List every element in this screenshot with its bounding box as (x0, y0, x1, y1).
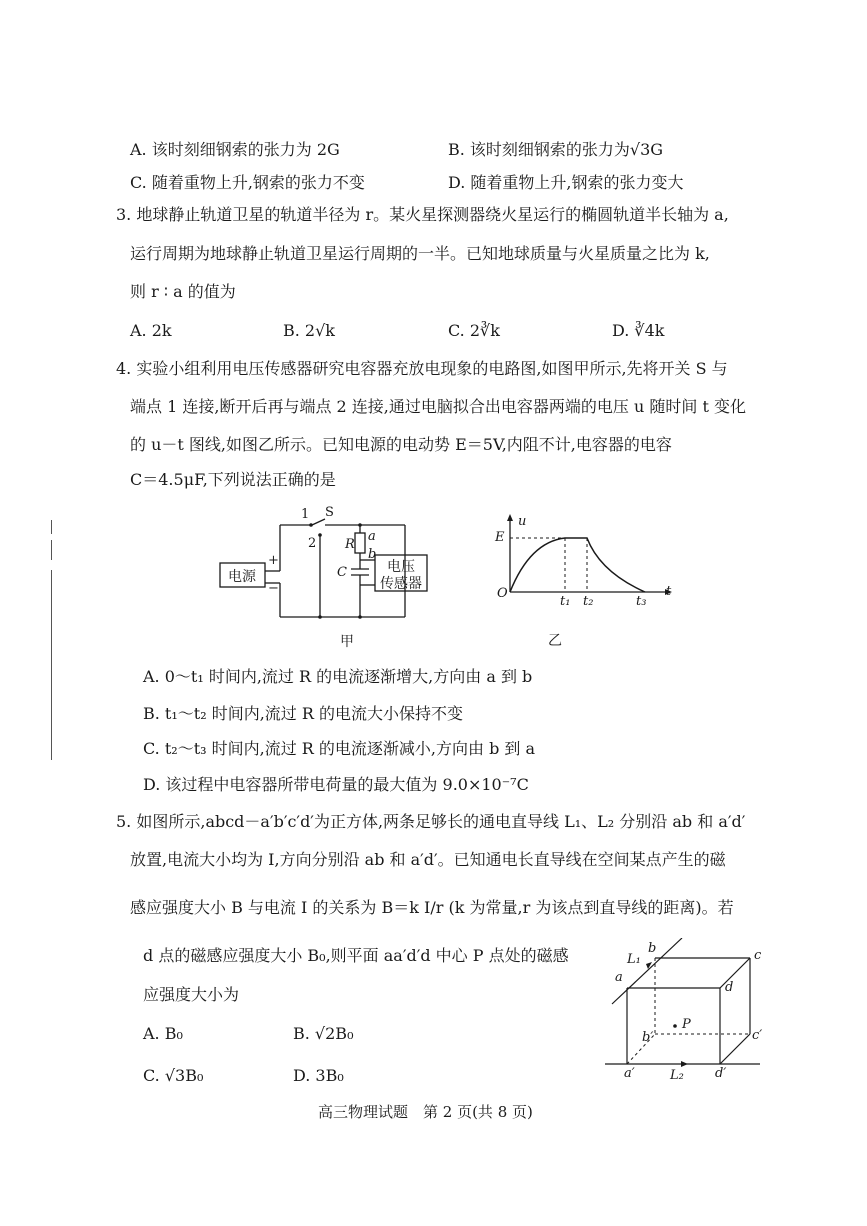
minus-sign: − (268, 581, 279, 596)
cube-vertex-a-prime: a′ (624, 1066, 635, 1081)
q4-option-d: D. 该过程中电容器所带电荷量的最大值为 9.0×10⁻⁷C (143, 775, 529, 794)
source-label: 电源 (228, 569, 256, 585)
q4-stem-line3: 的 u－t 图线,如图乙所示。已知电源的电动势 E＝5V,内阻不计,电容器的电容 (130, 435, 672, 454)
switch-label: S (325, 505, 334, 520)
cube-vertex-b: b (648, 941, 657, 956)
q3-option-c: C. 2∛k (448, 321, 500, 340)
sensor-label-1: 电压 (387, 559, 415, 575)
t3-label: t₃ (636, 594, 647, 609)
q2-option-a: A. 该时刻细钢索的张力为 2G (130, 140, 340, 159)
graph-caption: 乙 (548, 633, 562, 649)
q4-option-c: C. t₂～t₃ 时间内,流过 R 的电流逐渐减小,方向由 b 到 a (143, 739, 536, 758)
margin-dash (51, 540, 52, 560)
margin-dash (51, 570, 52, 760)
e-label: E (495, 530, 505, 545)
resistor-label: R (345, 537, 355, 552)
q4-option-a: A. 0～t₁ 时间内,流过 R 的电流逐渐增大,方向由 a 到 b (143, 667, 533, 686)
q5-option-c: C. √3B₀ (143, 1066, 204, 1085)
q3-option-a: A. 2k (130, 321, 172, 340)
q2-option-c: C. 随着重物上升,钢索的张力不变 (130, 173, 365, 192)
q2-option-d: D. 随着重物上升,钢索的张力变大 (448, 173, 684, 192)
cube-vertex-b-prime: b′ (642, 1030, 654, 1045)
q4-stem-line4: C＝4.5μF,下列说法正确的是 (130, 470, 336, 489)
q5-option-d: D. 3B₀ (293, 1066, 344, 1085)
wire-l2-label: L₂ (670, 1068, 684, 1083)
q5-stem-line1: 5. 如图所示,abcd－a′b′c′d′为正方体,两条足够长的通电直导线 L₁、L₂ 分别沿 ab 和 a′d′ (116, 812, 746, 831)
cube-vertex-d: d (725, 980, 734, 995)
t2-label: t₂ (583, 594, 594, 609)
q3-option-b: B. 2√k (283, 321, 335, 340)
node-b-label: b (368, 547, 377, 562)
page-footer: 高三物理试题 第 2 页(共 8 页) (318, 1103, 533, 1121)
q5-stem-line3: 感应强度大小 B 与电流 I 的关系为 B＝k I/r (k 为常量,r 为该点到直导线的距离)。若 (130, 898, 734, 917)
origin-label: O (497, 586, 508, 601)
q5-stem-line5: 应强度大小为 (143, 985, 240, 1004)
q3-stem-line1: 3. 地球静止轨道卫星的轨道半径为 r。某火星探测器绕火星运行的椭圆轨道半长轴为 a, (116, 205, 729, 224)
cube-vertex-c-prime: c′ (752, 1028, 763, 1043)
cube-vertex-d-prime: d′ (715, 1066, 727, 1081)
q5-stem-line4: d 点的磁感应强度大小 B₀,则平面 aa′d′d 中心 P 点处的磁感 (143, 946, 569, 965)
margin-dash (51, 520, 52, 534)
node-a-label: a (368, 529, 376, 544)
voltage-time-graph (490, 512, 680, 655)
cube-vertex-a: a (615, 970, 623, 985)
plus-sign: + (268, 553, 279, 568)
point-p-label: P (682, 1017, 691, 1032)
q4-option-b: B. t₁～t₂ 时间内,流过 R 的电流大小保持不变 (143, 704, 464, 723)
sensor-label-2: 传感器 (380, 576, 422, 592)
t1-label: t₁ (560, 594, 571, 609)
capacitor-label: C (337, 565, 347, 580)
q4-stem-line2: 端点 1 连接,断开后再与端点 2 连接,通过电脑拟合出电容器两端的电压 u 随时间 t 变化 (130, 397, 746, 416)
cube-vertex-c: c (754, 948, 762, 963)
cube-diagram (600, 938, 775, 1088)
q5-stem-line2: 放置,电流大小均为 I,方向分别沿 ab 和 a′d′。已知通电长直导线在空间某点产生的磁 (130, 850, 726, 869)
q5-option-a: A. B₀ (143, 1024, 183, 1043)
circuit-caption: 甲 (340, 634, 354, 650)
wire-l1-label: L₁ (627, 952, 641, 967)
u-axis-label: u (518, 514, 527, 529)
q4-stem-line1: 4. 实验小组利用电压传感器研究电容器充放电现象的电路图,如图甲所示,先将开关 S 与 (116, 359, 728, 378)
terminal-1-label: 1 (301, 507, 310, 522)
circuit-diagram (215, 505, 440, 655)
terminal-2-label: 2 (308, 536, 317, 551)
t-axis-label: t (666, 584, 672, 599)
q5-option-b: B. √2B₀ (293, 1024, 354, 1043)
q3-stem-line3: 则 r ∶ a 的值为 (130, 282, 236, 301)
q2-option-b: B. 该时刻细钢索的张力为√3G (448, 140, 664, 159)
q3-stem-line2: 运行周期为地球静止轨道卫星运行周期的一半。已知地球质量与火星质量之比为 k, (130, 244, 710, 263)
q3-option-d: D. ∛4k (612, 321, 665, 340)
